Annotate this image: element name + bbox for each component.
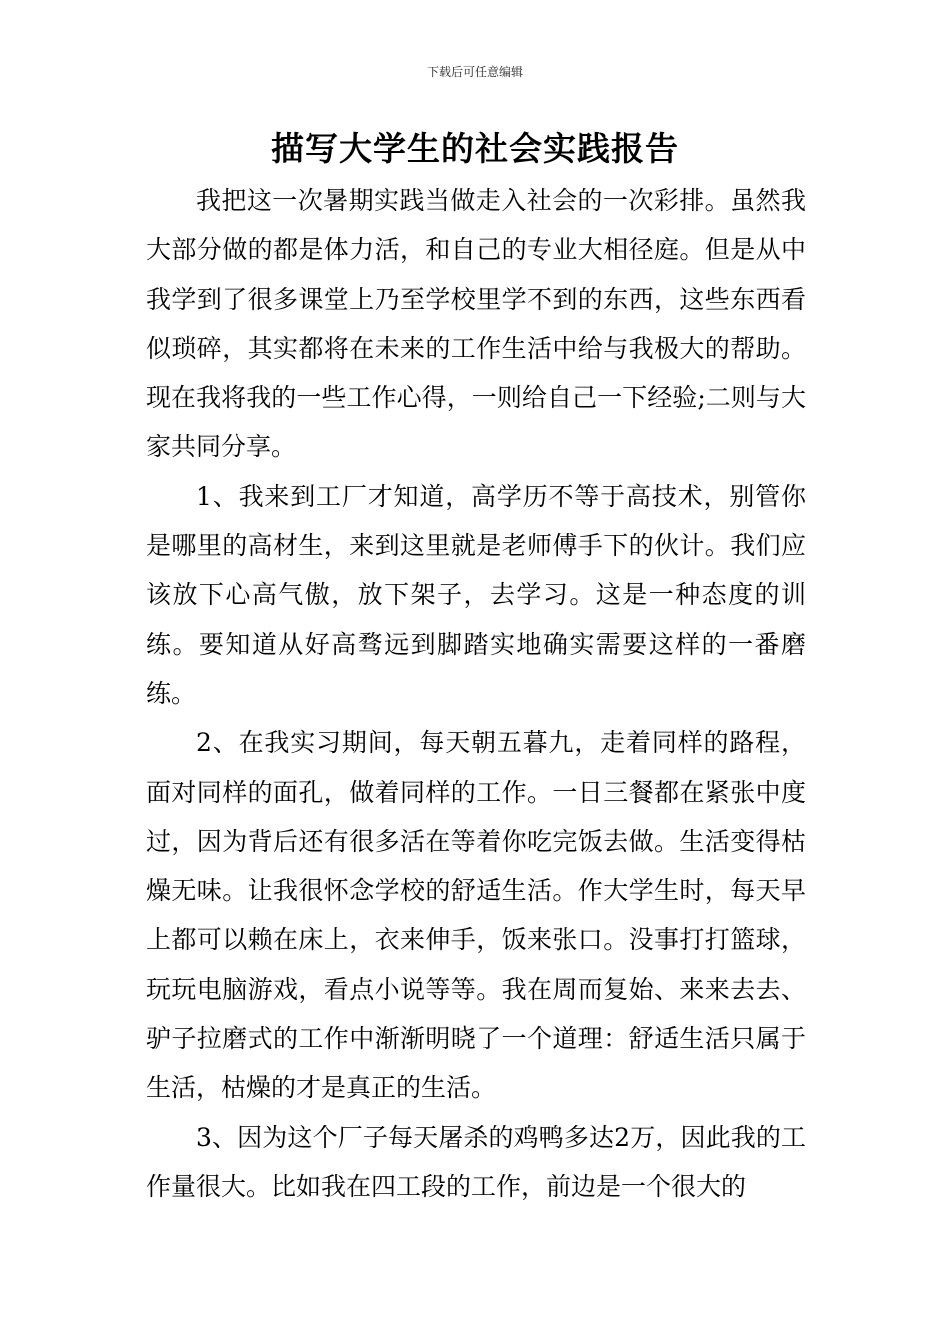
document-body: [146, 176, 806, 1211]
paragraph-point-3: 3、因为这个厂子每天屠杀的鸡鸭多达2万，因此我的工作量很大。比如我在四工段的工作，前边是一个很大的: [146, 1122, 806, 1201]
document-title: 描写大学生的社会实践报告: [271, 129, 679, 168]
header-note: 下载后可任意编辑: [426, 65, 523, 79]
paragraph-point-1: 1、我来到工厂才知道，高学历不等于高技术，别管你是哪里的高材生，来到这里就是老师傅手下的伙计。我们应该放下心高气傲，放下架子，去学习。这是一种态度的训练。要知道从好高骛远到脚踏实地确实需要这样的一番磨练。: [146, 481, 806, 708]
paragraph-point-2: 2、在我实习期间，每天朝五暮九，走着同样的路程，面对同样的面孔，做着同样的工作。一日三餐都在紧张中度过，因为背后还有很多活在等着你吃完饭去做。生活变得枯燥无味。让我很怀念学校的舒适生活。作大学生时，每天早上都可以赖在床上，衣来伸手，饭来张口。没事打打篮球，玩玩电脑游戏，看点小说等等。我在周而复始、来来去去、驴子拉磨式的工作中渐渐明晓了一个道理：舒适生活只属于生活，枯燥的才是真正的生活。: [146, 728, 806, 1103]
paragraph-intro: 我把这一次暑期实践当做走入社会的一次彩排。虽然我大部分做的都是体力活，和自己的专业大相径庭。但是从中我学到了很多课堂上乃至学校里学不到的东西，这些东西看似琐碎，其实都将在未来的工作生活中给与我极大的帮助。现在我将我的一些工作心得，一则给自己一下经验;二则与大家共同分享。: [146, 186, 806, 462]
